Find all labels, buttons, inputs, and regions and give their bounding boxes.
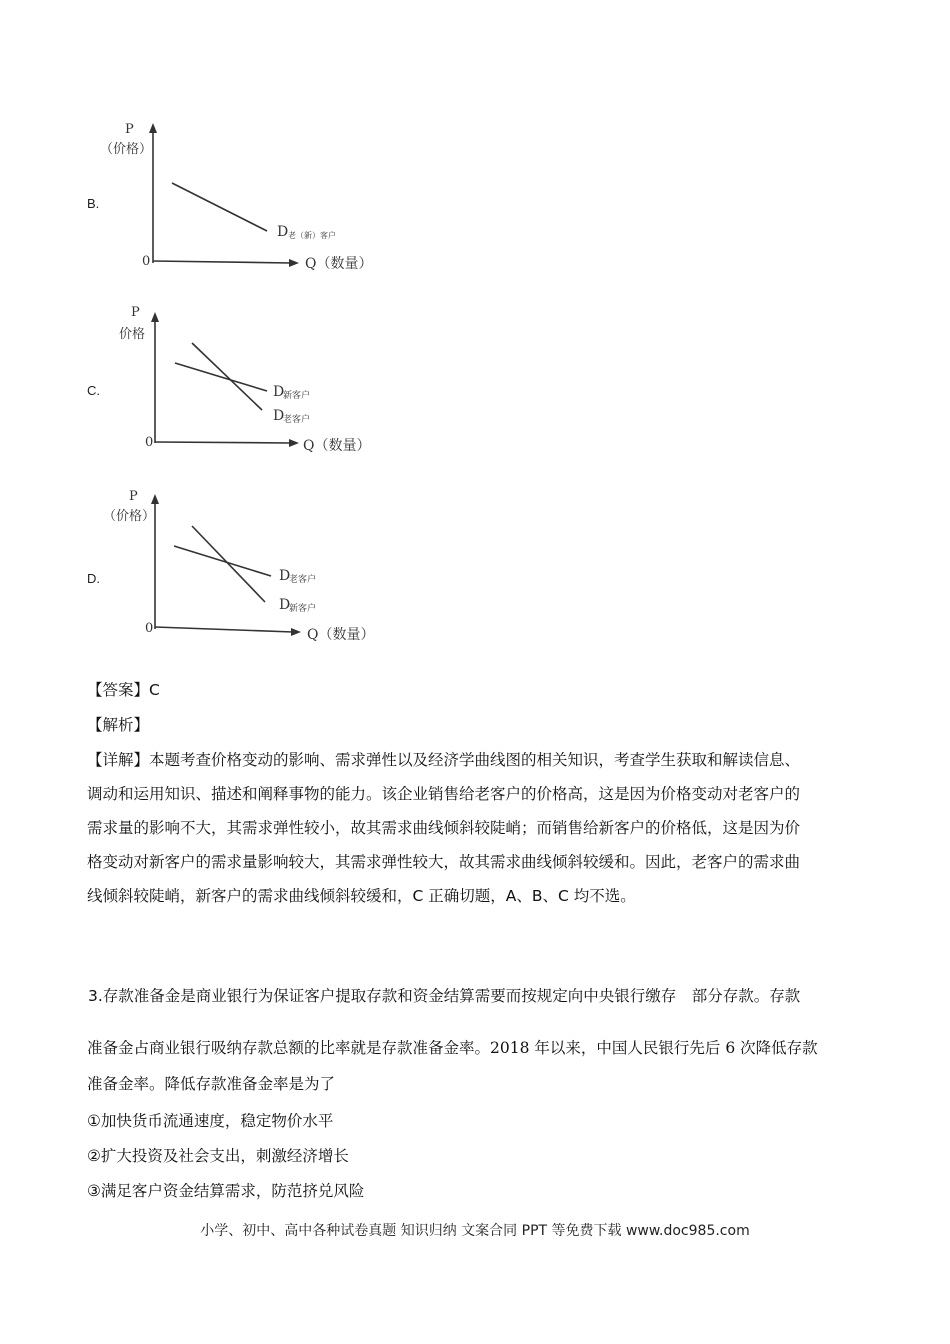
curve-label-new-main: D xyxy=(273,384,285,400)
option-c-label: C. xyxy=(87,383,100,398)
detail-line: 格变动对新客户的需求量影响较大，其需求弹性较大，故其需求曲线倾斜较缓和。因此，老客户的需求曲 xyxy=(87,853,801,871)
option-d-label: D. xyxy=(87,571,100,586)
detail-line: 调动和运用知识、描述和阐释事物的能力。该企业销售给老客户的价格高，这是因为价格变动对老客户的 xyxy=(87,785,801,803)
p-axis-sub-label: （价格） xyxy=(100,142,153,157)
question3-line2-text-a: 准备金占商业银行吸纳存款总额的比率就是存款准备金率。 xyxy=(87,1039,491,1057)
p-axis-label: P xyxy=(129,489,138,504)
question3-choice: ①加快货币流通速度，稳定物价水平 xyxy=(87,1112,334,1130)
origin-label: 0 xyxy=(145,621,154,636)
curve-label-sub: 老（新）客户 xyxy=(288,231,336,240)
p-axis-sub-label: （价格） xyxy=(103,509,156,524)
curve-label-old-main: D xyxy=(273,408,285,424)
question3-line3: 准备金率。降低存款准备金率是为了 xyxy=(87,1075,336,1093)
question3-choice: ②扩大投资及社会支出，刺激经济增长 xyxy=(87,1147,349,1165)
demand-curve-new-line xyxy=(175,363,267,391)
p-axis-sub-label: 价格 xyxy=(119,327,146,342)
option-d-graph xyxy=(95,484,395,649)
demand-curve-new-line xyxy=(192,526,265,602)
origin-label: 0 xyxy=(145,435,154,450)
detail-line: 【详解】本题考查价格变动的影响、需求弹性以及经济学曲线图的相关知识，考查学生获取和解读信息、 xyxy=(87,751,801,769)
option-c-graph xyxy=(95,300,395,465)
question3-count: 6 xyxy=(725,1039,736,1057)
demand-curve-old-line xyxy=(192,343,262,410)
option-b-label: B. xyxy=(87,196,100,211)
p-axis-label: P xyxy=(131,305,140,320)
question3-choice: ③满足客户资金结算需求，防范挤兑风险 xyxy=(87,1182,365,1200)
answer-line: 【答案】C xyxy=(87,681,160,699)
q-axis-label: Q（数量） xyxy=(305,256,373,272)
demand-curve-old-line xyxy=(174,546,271,576)
question3-line2 xyxy=(87,1038,818,1058)
detail-line: 需求量的影响不大，其需求弹性较小，故其需求曲线倾斜较陡峭；而销售给新客户的价格低，这是因为价 xyxy=(87,819,801,837)
question3-year: 2018 xyxy=(490,1039,530,1057)
question3-line2-text-c: 次降低存款 xyxy=(735,1039,818,1057)
analysis-heading: 【解析】 xyxy=(87,716,150,734)
p-axis-label: P xyxy=(125,122,134,137)
curve-label-new-sub: 新客户 xyxy=(283,391,311,401)
curve-label-main: D xyxy=(277,224,289,240)
demand-curve-line xyxy=(172,183,267,231)
curve-label-old-sub: 老客户 xyxy=(289,575,317,585)
question3-line1: 3.存款准备金是商业银行为保证客户提取存款和资金结算需要而按规定向中央银行缴存 部分存款。存款 xyxy=(88,987,801,1005)
detail-paragraph xyxy=(87,743,877,913)
option-b-graph xyxy=(95,115,395,280)
detail-line: 线倾斜较陡峭，新客户的需求曲线倾斜较缓和，C 正确切题，A、B、C 均不选。 xyxy=(87,887,636,905)
question3-line2-text-b: 年以来，中国人民银行先后 xyxy=(529,1039,726,1057)
q-axis-label: Q（数量） xyxy=(303,438,371,454)
origin-label: 0 xyxy=(142,254,151,269)
curve-label-old-main: D xyxy=(279,568,291,584)
curve-label-old-sub: 老客户 xyxy=(283,415,311,425)
curve-label-new-sub: 新客户 xyxy=(289,604,317,614)
curve-label-new-main: D xyxy=(279,597,291,613)
q-axis-label: Q（数量） xyxy=(307,627,375,643)
page-footer: 小学、初中、高中各种试卷真题 知识归纳 文案合同 PPT 等免费下载 www.doc985.com xyxy=(200,1223,750,1239)
